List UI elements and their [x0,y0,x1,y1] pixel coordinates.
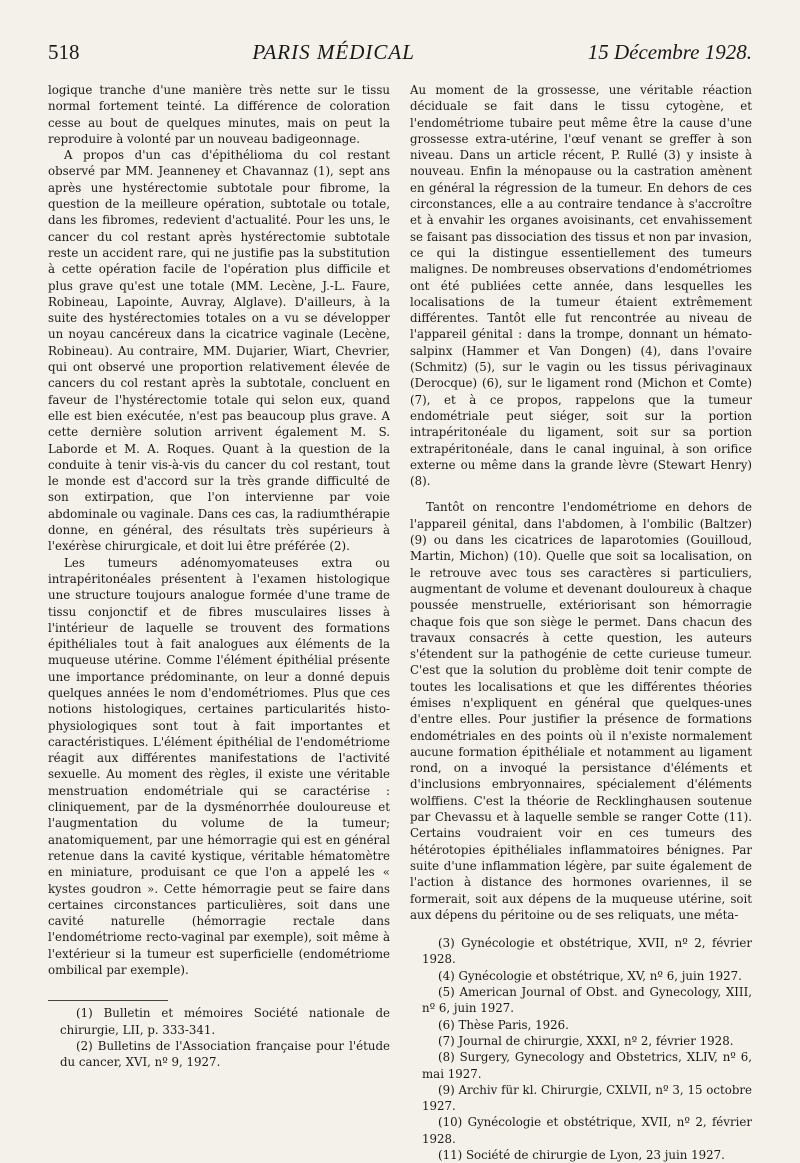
footnote: (4) Gynécologie et obstétrique, XV, nº 6, juin 1927. [438,968,742,983]
footnote: (7) Journal de chirurgie, XXXI, nº 2, février 1928. [438,1033,734,1048]
footnote: (10) Gynécologie et obstétrique, XVII, nº 2, février 1928. [422,1115,752,1146]
footnote: (3) Gynécologie et obstétrique, XVII, nº 2, février 1928. [422,936,752,967]
footnote: (1) Bulletin et mémoires Société nationale de chirurgie, LII, p. 333-341. [60,1006,390,1037]
footnotes [410,935,752,1163]
footnote: (8) Surgery, Gynecology and Obstetrics, XLIV, nº 6, mai 1927. [422,1050,752,1081]
paragraph: logique tranche d'une manière très nette sur le tissu normal fortement teinté. La différence de coloration cesse au bout de quelques minutes, mais on peut la reproduire à volonté par un nouveau badigeonnage. [48,83,390,146]
text-columns [48,82,752,1163]
page-number: 518 [48,40,80,64]
footnote: (9) Archiv für kl. Chirurgie, CXLVII, nº 3, 15 octobre 1927. [422,1082,752,1114]
footnote-divider [48,1000,168,1001]
footnote: (11) Société de chirurgie de Lyon, 23 juin 1927. [438,1148,725,1162]
right-column [410,82,752,1163]
paragraph: Les tumeurs adénomyomateuses extra ou intrapéritonéales présentent à l'examen histologique une structure toujours analogue formée d'une trame de tissu conjonctif et de fibres musculaires lisses à l'intérieur de laquelle se trouvent des formations épithéliales tout à fait analogues aux éléments de la muqueuse utérine. Comme l'élément épithélial présente une importance prédominante, on leur a donné depuis quelques années le nom d'endométriomes. Plus que ces notions histologiques, certaines particularités histo-physiologiques sont tout à fait importantes et caractéristiques. L'élément épithélial de l'endométriome réagit aux différentes manifestations de l'activité sexuelle. Au moment des règles, il existe une véritable menstruation endométriale qui se caractérise : cliniquement, par de la dysménorrhée douloureuse et l'augmentation du volume de la tumeur; anatomiquement, par une hémorragie qui est en général retenue dans la cavité kystique, véritable hématomètre en miniature, produisant ce que l'on a appelé les « kystes goudron ». Cette hémorragie peut se faire dans certaines circonstances particulières, soit dans une cavité naturelle (hémorragie rectale dans l'endométriome recto-vaginal par exemple), soit même à l'extérieur si la tumeur est superficielle (endométriome ombilical par exemple). [48,555,390,978]
footnote: (2) Bulletins de l'Association française pour l'étude du cancer, XVI, nº 9, 1927. [60,1038,390,1070]
footnote: (5) American Journal of Obst. and Gynecology, XIII, nº 6, juin 1927. [422,985,752,1016]
paragraph: Tantôt on rencontre l'endométriome en dehors de l'appareil génital, dans l'abdomen, à l'ombilic (Baltzer) (9) ou dans les cicatrices de laparotomies (Gouilloud, Martin, Michon) (10). Quelle que soit sa localisation, on le retrouve avec tous ses caractères si particuliers, augmentant de volume et devenant douloureux à chaque poussée menstruelle, extériorisant son hémorragie chaque fois que son siège le permet. Dans chacun des travaux consacrés à cette question, les auteurs s'étendent sur la pathogénie de cette curieuse tumeur. C'est que la solution du problème doit tenir compte de toutes les localisations et que les différentes théories émises n'expliquent en général que quelques-unes d'entre elles. Pour justifier la présence de formations endométriales en des points où il n'existe normalement aucune formation épithéliale et notamment au ligament rond, on a invoqué la persistance d'éléments et d'inclusions embryonnaires, spécialement d'éléments wolffiens. C'est la théorie de Recklinghausen soutenue par Chevassu et à laquelle semble se ranger Cotte (11). Certains voudraient voir en ces tumeurs des hétérotopies épithéliales inflammatoires bénignes. Par suite d'une inflammation légère, par suite également de l'action à distance des hormones ovariennes, il se formerait, soit aux dépens de la muqueuse utérine, soit aux dépens du péritoine ou de ses reliquats, une méta- [410,500,752,922]
journal-title: PARIS MÉDICAL [252,40,415,64]
paragraph: A propos d'un cas d'épithélioma du col restant observé par MM. Jeanneney et Chavannaz (1), sept ans après une hystérectomie subtotale pour fibrome, la question de la meilleure opération, subtotale ou totale, dans les fibromes, redevient d'actualité. Pour les uns, le cancer du col restant après hystérectomie subtotale reste un accident rare, qui ne justifie pas la substitution à cette opération facile de l'opération plus difficile et plus grave qu'est une totale (MM. Lecène, J.-L. Faure, Robineau, Lapointe, Auvray, Alglave). D'ailleurs, à la suite des hystérectomies totales on a vu se développer un noyau cancéreux dans la cicatrice vaginale (Lecène, Robineau). Au contraire, MM. Dujarier, Wiart, Chevrier, qui ont observé une proportion relativement élevée de cancers du col restant après la subtotale, concluent en faveur de l'hystérectomie totale qui selon eux, quand elle est bien exécutée, n'est pas beaucoup plus grave. A cette dernière solution arrivent également M. S. Laborde et M. A. Roques. Quant à la question de la conduite à tenir vis-à-vis du cancer du col restant, tout le monde est d'accord sur la très grande difficulté de son extirpation, que l'on intervienne par voie abdominale ou vaginale. Dans ces cas, la radiumthérapie donne, en général, des résultats très supérieurs à l'exérèse chirurgicale, et doit lui être préférée (2). [48,148,390,554]
footnote: (6) Thèse Paris, 1926. [438,1017,569,1032]
paragraph-gap [410,489,752,499]
issue-date: 15 Décembre 1928. [587,40,752,64]
left-column [48,82,390,1163]
footnotes [48,1000,390,1070]
paragraph: Au moment de la grossesse, une véritable réaction déciduale se fait dans le tissu cytogène, et l'endométriome tubaire peut même être la cause d'une grossesse extra-utérine, l'œuf venant se greffer à son niveau. Dans un article récent, P. Rullé (3) y insiste à nouveau. Enfin la ménopause ou la castration amènent en général la régression de la tumeur. En dehors de ces circonstances, elle a au contraire tendance à s'accroître et à envahir les organes avoisinants, cet envahissement se faisant pas dissociation des tissus et non par invasion, ce qui la distingue essentiellement des tumeurs malignes. De nombreuses observations d'endométriomes ont été publiées cette année, dans lesquelles les localisations de la tumeur étaient extrêmement différentes. Tantôt elle fut rencontrée au niveau de l'appareil génital : dans la trompe, donnant un hémato-salpinx (Hammer et Van Dongen) (4), dans l'ovaire (Schmitz) (5), sur le vagin ou les tissus périvaginaux (Derocque) (6), sur le ligament rond (Michon et Comte) (7), et à ce propos, rappelons que la tumeur endométriale peut siéger, soit sur la portion intrapéritonéale du ligament, soit sur sa portion extrapéritonéale, dans le canal inguinal, à son orifice externe ou même dans la grande lèvre (Stewart Henry) (8). [410,83,752,489]
page-header [48,40,752,70]
